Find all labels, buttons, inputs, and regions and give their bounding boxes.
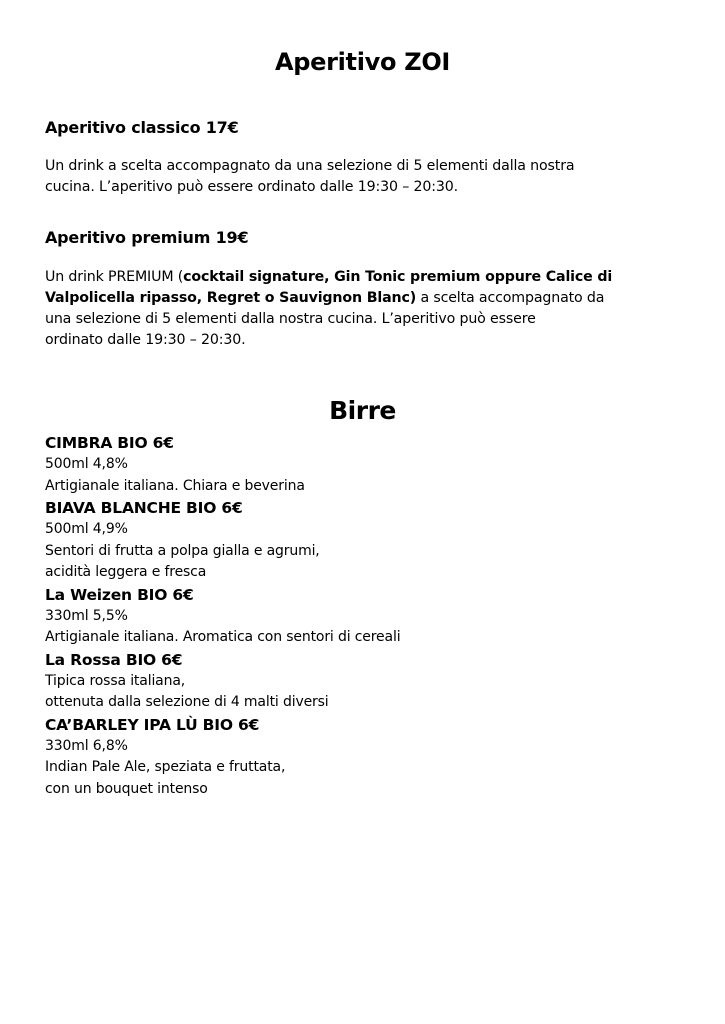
beer-item: [45, 432, 685, 497]
beer-item: [45, 649, 685, 714]
description-line: ordinato dalle 19:30 – 20:30.: [45, 332, 246, 348]
beer-name: La Rossa BIO 6€: [45, 650, 183, 669]
beer-name: CA’BARLEY IPA LÙ BIO 6€: [45, 715, 260, 734]
beer-item: [45, 714, 685, 801]
beer-name: CIMBRA BIO 6€: [45, 434, 174, 452]
aperitivo-premium: [45, 228, 685, 351]
beer-list: [45, 432, 685, 800]
description-line: Un drink a scelta accompagnato da una selezione di 5 elementi dalla nostra: [45, 158, 575, 174]
description-bold-text: Valpolicella ripasso, Regret o Sauvignon Blanc): [45, 290, 417, 306]
beer-detail: con un bouquet intenso: [45, 780, 208, 797]
beer-name: La Weizen BIO 6€: [45, 585, 194, 604]
beer-detail: 500ml 4,8%: [45, 456, 128, 472]
beer-detail: Sentori di frutta a polpa gialla e agrumi,: [45, 542, 320, 559]
beer-item: [45, 584, 685, 649]
aperitivo-heading: Aperitivo classico 17€: [45, 118, 239, 137]
aperitivo-description: [45, 156, 685, 198]
beer-detail: acidità leggera e fresca: [45, 564, 207, 580]
beer-detail: Artigianale italiana. Aromatica con sentori di cereali: [45, 629, 401, 645]
aperitivo-classico: [45, 118, 685, 198]
description-text: Un drink PREMIUM (: [45, 269, 184, 285]
description-line: una selezione di 5 elementi dalla nostra cucina. L’aperitivo può essere: [45, 311, 536, 327]
beer-name: BIAVA BLANCHE BIO 6€: [45, 499, 243, 517]
beer-detail: 330ml 5,5%: [45, 607, 128, 624]
beer-detail: 330ml 6,8%: [45, 737, 128, 754]
description-line: [45, 288, 685, 309]
beer-detail: Tipica rossa italiana,: [45, 672, 186, 689]
beer-detail: ottenuta dalla selezione di 4 malti diversi: [45, 694, 329, 710]
beer-section-title: Birre: [329, 396, 396, 425]
beer-detail: 500ml 4,9%: [45, 521, 128, 537]
aperitivo-description: [45, 267, 685, 351]
beer-detail: Artigianale italiana. Chiara e beverina: [45, 477, 305, 494]
description-bold-text: cocktail signature, Gin Tonic premium oppure Calice di: [183, 269, 613, 285]
beer-detail: Indian Pale Ale, speziata e fruttata,: [45, 759, 286, 775]
description-text: a scelta accompagnato da: [416, 290, 605, 306]
beer-item: [45, 497, 685, 584]
description-line: cucina. L’aperitivo può essere ordinato dalle 19:30 – 20:30.: [45, 179, 459, 195]
page-title: Aperitivo ZOI: [274, 48, 451, 76]
description-line: [45, 267, 685, 288]
aperitivo-heading: Aperitivo premium 19€: [45, 228, 249, 247]
